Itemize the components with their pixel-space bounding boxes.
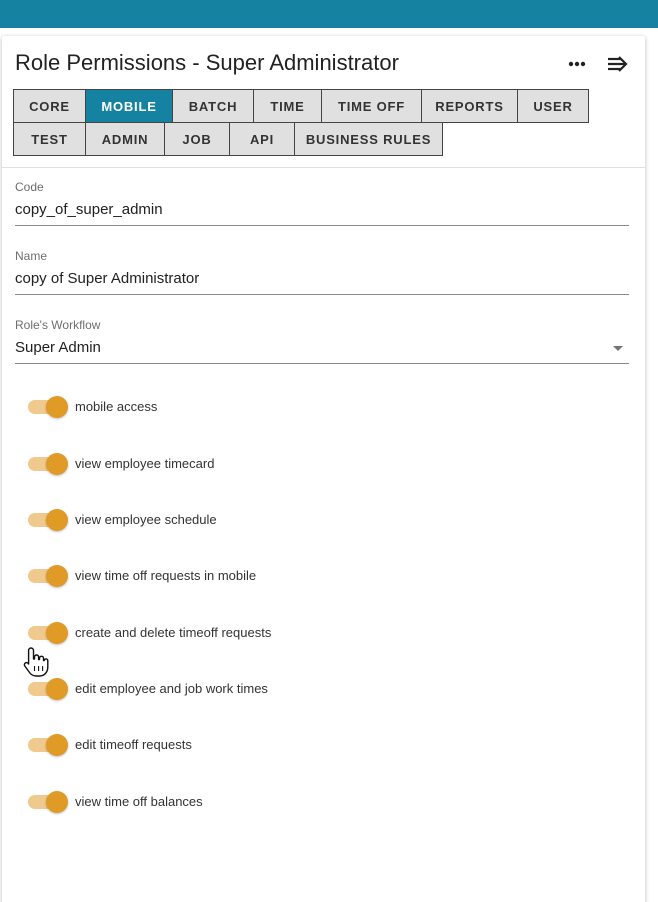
workflow-value[interactable]: Super Admin	[15, 339, 101, 356]
toggle-thumb[interactable]	[46, 791, 68, 813]
toggle-thumb[interactable]	[46, 565, 68, 587]
arrow-right-bar-icon[interactable]	[605, 52, 631, 76]
tab-core[interactable]: CORE	[13, 89, 86, 123]
chevron-down-icon[interactable]	[613, 346, 623, 351]
toggle-thumb[interactable]	[46, 678, 68, 700]
toggle-label: view time off balances	[75, 794, 203, 809]
tab-admin[interactable]: ADMIN	[85, 122, 165, 156]
name-label: Name	[15, 249, 48, 263]
tab-api[interactable]: API	[229, 122, 295, 156]
name-field[interactable]	[15, 249, 629, 295]
toggle-thumb[interactable]	[46, 734, 68, 756]
tab-test[interactable]: TEST	[13, 122, 86, 156]
tab-mobile[interactable]: MOBILE	[85, 89, 173, 123]
toggle-thumb[interactable]	[46, 622, 68, 644]
workflow-select[interactable]	[15, 318, 629, 364]
hand-pointer-icon	[22, 646, 50, 678]
tab-time[interactable]: TIME	[253, 89, 322, 123]
toggle-label: view employee schedule	[75, 512, 217, 527]
top-app-bar	[0, 0, 658, 28]
tab-business-rules[interactable]: BUSINESS RULES	[294, 122, 443, 156]
tab-row-1	[13, 89, 633, 123]
tab-row-2	[13, 122, 633, 156]
toggle-thumb[interactable]	[46, 509, 68, 531]
code-field[interactable]	[15, 180, 629, 226]
code-value[interactable]: copy_of_super_admin	[15, 201, 163, 218]
tab-job[interactable]: JOB	[164, 122, 230, 156]
tab-reports[interactable]: REPORTS	[421, 89, 518, 123]
tab-user[interactable]: USER	[517, 89, 589, 123]
role-permissions-panel	[2, 36, 645, 902]
toggle-label: edit timeoff requests	[75, 737, 192, 752]
toggle-label: view employee timecard	[75, 456, 215, 471]
page-title: Role Permissions - Super Administrator	[15, 50, 399, 75]
tab-batch[interactable]: BATCH	[172, 89, 254, 123]
name-value[interactable]: copy of Super Administrator	[15, 270, 200, 287]
panel-header	[2, 36, 645, 168]
toggle-thumb[interactable]	[46, 453, 68, 475]
toggle-label: edit employee and job work times	[75, 681, 268, 696]
permission-tabs	[13, 89, 633, 155]
workflow-label: Role's Workflow	[15, 318, 101, 332]
tab-time-off[interactable]: TIME OFF	[321, 89, 422, 123]
toggle-thumb[interactable]	[46, 396, 68, 418]
code-label: Code	[15, 180, 44, 194]
more-horizontal-icon[interactable]	[564, 52, 590, 76]
toggle-label: mobile access	[75, 399, 158, 414]
toggle-label: create and delete timeoff requests	[75, 625, 272, 640]
toggle-label: view time off requests in mobile	[75, 568, 257, 583]
